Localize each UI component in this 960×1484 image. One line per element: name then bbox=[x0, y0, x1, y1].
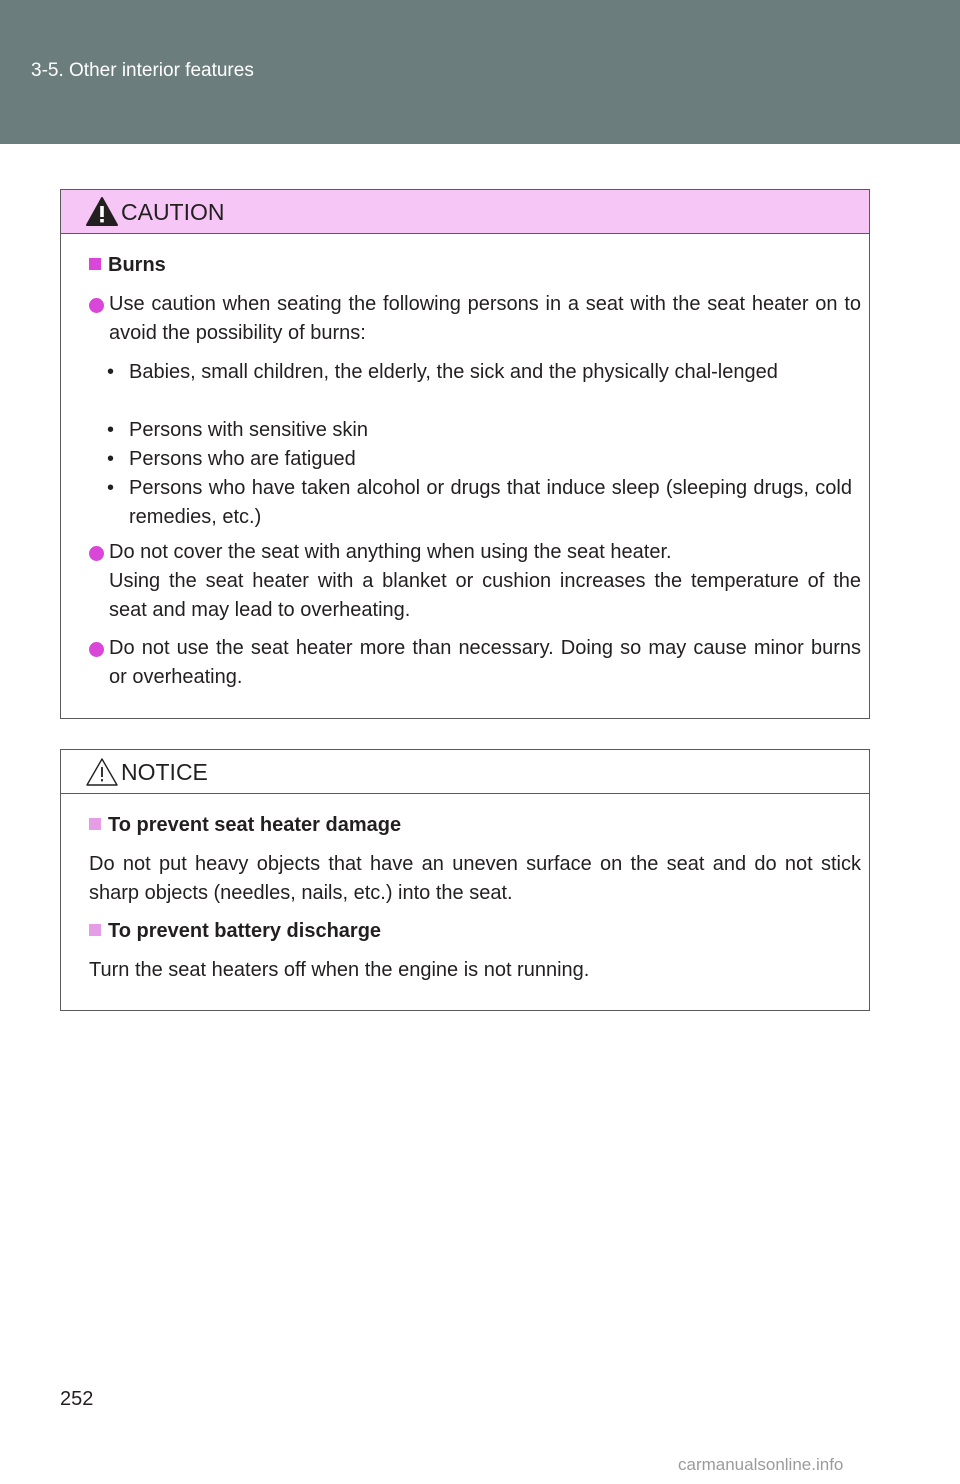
caution-bullet-2 bbox=[109, 538, 861, 625]
sub-list-item: • Persons with sensitive skin bbox=[107, 419, 368, 441]
round-bullet-icon bbox=[89, 642, 104, 657]
notice-box bbox=[60, 749, 870, 1011]
section-breadcrumb: 3-5. Other interior features bbox=[31, 60, 254, 81]
notice-section-2-text: Turn the seat heaters off when the engine is not running. bbox=[89, 959, 590, 981]
square-bullet-icon bbox=[89, 818, 101, 830]
sub-list-item: • Persons who have taken alcohol or drugs that induce sleep (sleeping drugs, cold remedies, etc.) bbox=[107, 477, 852, 528]
page-header bbox=[0, 0, 960, 144]
watermark: carmanualsonline.info bbox=[678, 1455, 844, 1474]
sub-list-item: • Babies, small children, the elderly, the sick and the physically chal-lenged bbox=[107, 361, 778, 383]
sub-list-item: • Persons who are fatigued bbox=[107, 448, 356, 470]
caution-label: CAUTION bbox=[121, 199, 225, 225]
caution-bullet-1: Use caution when seating the following persons in a seat with the seat heater on to avoid the possibility of burns: bbox=[109, 293, 861, 344]
caution-box bbox=[60, 189, 870, 719]
notice-header bbox=[61, 750, 869, 794]
caution-bullet-2-detail: Using the seat heater with a blanket or cushion increases the temperature of the seat and may lead to overheating. bbox=[109, 570, 861, 621]
caution-bullet-3: Do not use the seat heater more than necessary. Doing so may cause minor burns or overheating. bbox=[109, 637, 861, 688]
round-bullet-icon bbox=[89, 546, 104, 561]
caution-bullet-2-lead: Do not cover the seat with anything when using the seat heater. bbox=[109, 541, 672, 563]
square-bullet-icon bbox=[89, 924, 101, 936]
round-bullet-icon bbox=[89, 298, 104, 313]
notice-section-1-text: Do not put heavy objects that have an uneven surface on the seat and do not stick sharp objects (needles, nails, etc.) into the seat. bbox=[89, 853, 861, 904]
page-number: 252 bbox=[60, 1388, 94, 1410]
notice-section-1-title: To prevent seat heater damage bbox=[89, 814, 401, 837]
notice-section-2-title: To prevent battery discharge bbox=[89, 920, 381, 943]
caution-header bbox=[61, 190, 869, 234]
caution-section-title: Burns bbox=[89, 254, 166, 277]
warning-triangle-outline-icon bbox=[85, 756, 119, 788]
notice-label: NOTICE bbox=[121, 759, 208, 785]
warning-triangle-icon bbox=[85, 196, 119, 228]
square-bullet-icon bbox=[89, 258, 101, 270]
